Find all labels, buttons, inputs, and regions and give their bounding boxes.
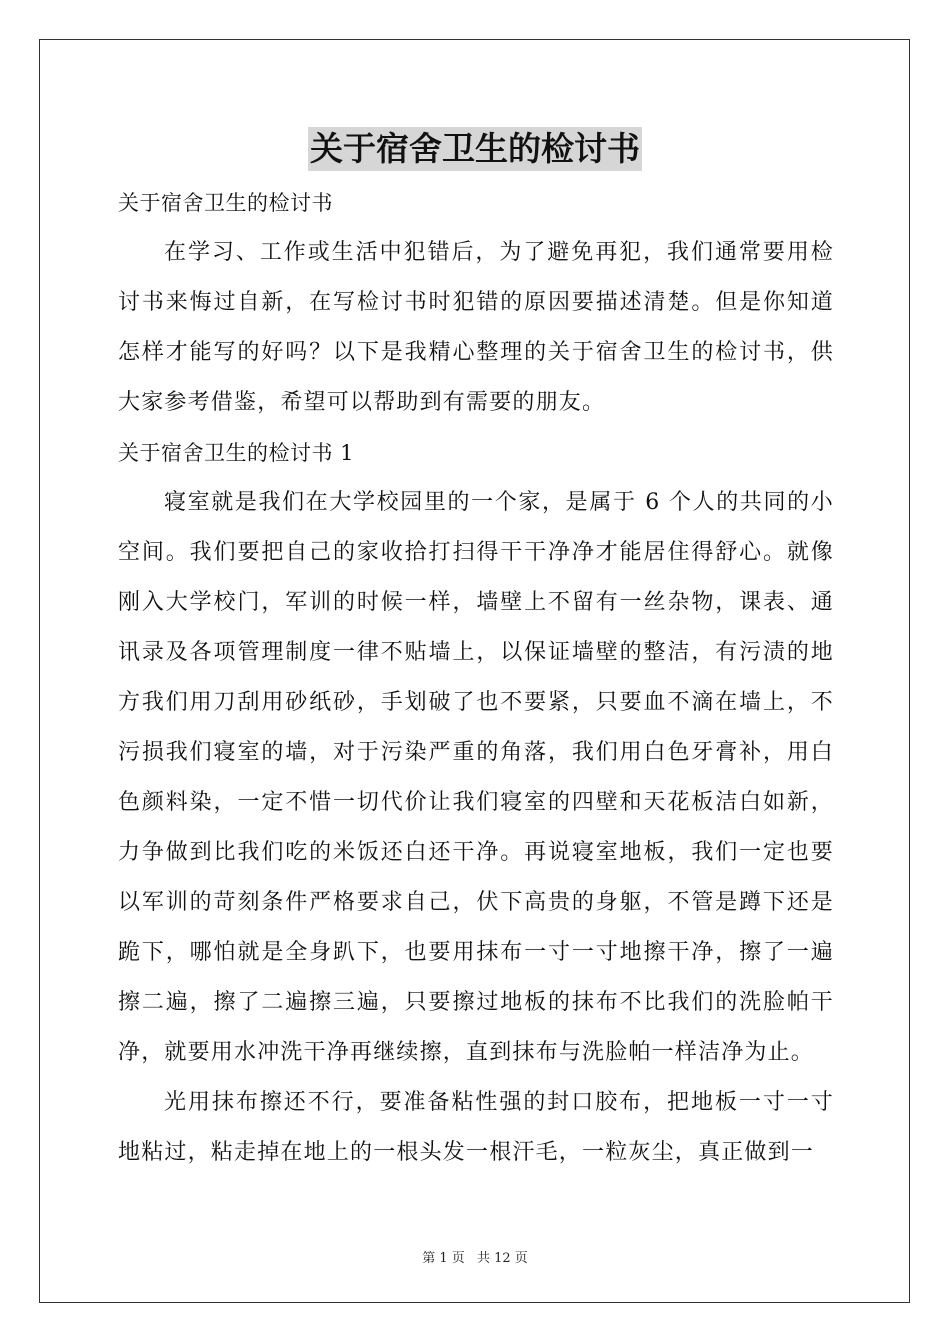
page-footer — [0, 1247, 950, 1266]
document-subtitle: 关于宿舍卫生的检讨书 — [118, 191, 333, 215]
intro-paragraph: 在学习、工作或生活中犯错后，为了避免再犯，我们通常要用检讨书来悔过自新，在写检讨书时犯错的原因要描述清楚。但是你知道怎样才能写的好吗？以下是我精心整理的关于宿舍卫生的检讨书，供大家参考借鉴，希望可以帮助到有需要的朋友。 — [118, 240, 834, 415]
section-heading: 关于宿舍卫生的检讨书 1 — [118, 441, 355, 465]
body-paragraph: 寝室就是我们在大学校园里的一个家，是属于 6 个人的共同的小空间。我们要把自己的家收拾打扫得干干净净才能居住得舒心。就像刚入大学校门，军训的时候一样，墙壁上不留有一丝杂物，课表、通讯录及各项管理制度一律不贴墙上，以保证墙壁的整洁，有污渍的地方我们用刀刮用砂纸砂，手划破了也不要紧，只要血不滴在墙上，不污损我们寝室的墙，对于污染严重的角落，我们用白色牙膏补，用白色颜料染，一定不惜一切代价让我们寝室的四壁和天花板洁白如新，力争做到比我们吃的米饭还白还干净。再说寝室地板，我们一定也要以军训的苛刻条件严格要求自己，伏下高贵的身躯，不管是蹲下还是跪下，哪怕就是全身趴下，也要用抹布一寸一寸地擦干净，擦了一遍擦二遍，擦了二遍擦三遍，只要擦过地板的抹布不比我们的洗脸帕干净，就要用水冲洗干净再继续擦，直到抹布与洗脸帕一样洁净为止。 — [118, 490, 834, 1065]
document-body — [118, 178, 834, 1178]
body-paragraph: 光用抹布擦还不行，要准备粘性强的封口胶布，把地板一寸一寸地粘过，粘走掉在地上的一根头发一根汗毛，一粒灰尘，真正做到一 — [118, 1090, 834, 1165]
title-container — [0, 127, 950, 171]
page-total: 共 12 页 — [476, 1251, 528, 1266]
page-number: 第 1 页 — [422, 1251, 465, 1266]
document-title: 关于宿舍卫生的检讨书 — [308, 127, 642, 171]
